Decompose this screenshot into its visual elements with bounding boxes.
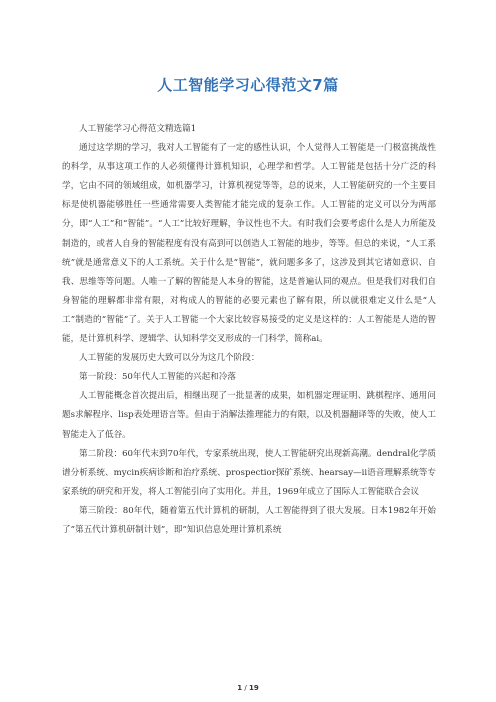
document-body (62, 120, 436, 540)
paragraph-1: 人工智能学习心得范文精选篇1 (79, 124, 197, 134)
paragraph-2: 通过这学期的学习，我对人工智能有了一定的感性认识，个人觉得人工智能是一门极富挑战性的科学，从事这项工作的人必须懂得计算机知识，心理学和哲学。人工智能是包括十分广泛的科学，它由不同的领域组成，如机器学习，计算机视觉等等，总的说来，人工智能研究的一个主要目标是使机器能够胜任一些通常需要人类智能才能完成的复杂工作。人工智能的定义可以分为两部分，即“人工”和“智能”。“人工”比较好理解，争议性也不大。有时我们会要考虑什么是人力所能及制造的，或者人自身的智能程度有没有高到可以创造人工智能的地步，等等。但总的来说，“人工系统”就是通常意义下的人工系统。关于什么是“智能”，就问题多多了，这涉及到其它诸如意识、自我、思维等等问题。人唯一了解的智能是人本身的智能，这是普遍认同的观点。但是我们对我们自身智能的理解都非常有限，对构成人的智能的必要元素也了解有限，所以就很难定义什么是“人工”制造的“智能”了。关于人工智能一个大家比较容易接受的定义是这样的：人工智能是人造的智能，是计算机科学、逻辑学、认知科学交叉形成的一门科学，简称ai。 (62, 143, 436, 345)
document-title: 人工智能学习心得范文7篇 (157, 76, 339, 94)
paragraph-7: 第三阶段：80年代，随着第五代计算机的研制，人工智能得到了很大发展。日本1982年开始了”第五代计算机研制计划”，即”知识信息处理计算机系统 (62, 505, 436, 535)
page-separator: / (242, 684, 249, 692)
paragraph-5: 人工智能概念首次提出后，相继出现了一批显著的成果，如机器定理证明、跳棋程序、通用问题s求解程序、lisp表处理语言等。但由于消解法推理能力的有限，以及机器翻译等的失败，使人工智能走入了低谷。 (62, 391, 436, 440)
paragraph-6: 第二阶段：60年代末到70年代，专家系统出现，使人工智能研究出现新高潮。dendral化学质谱分析系统、mycin疾病诊断和治疗系统、prospectior探矿系统、hearsay—ii语音理解系统等专家系统的研究和开发，将人工智能引向了实用化。并且，1969年成立了国际人工智能联合会议 (62, 448, 436, 497)
paragraph-4: 第一阶段：50年代人工智能的兴起和冷落 (79, 372, 237, 383)
page-total: 19 (248, 684, 259, 692)
page-current: 1 (237, 684, 243, 692)
page-number (0, 684, 496, 692)
paragraph-3: 人工智能的发展历史大致可以分为这几个阶段： (79, 353, 260, 364)
